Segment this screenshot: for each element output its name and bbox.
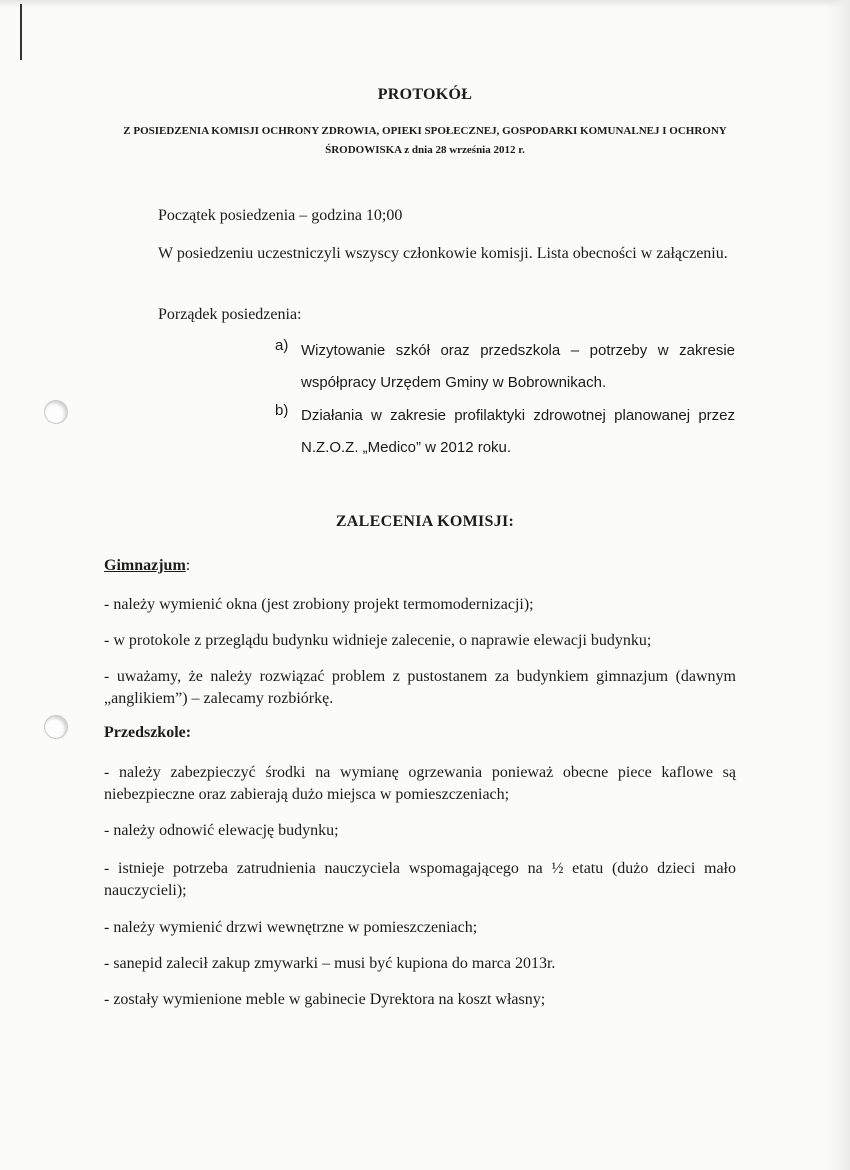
- document-subtitle: Z POSIEDZENIA KOMISJI OCHRONY ZDROWIA, OPIEKI SPOŁECZNEJ, GOSPODARKI KOMUNALNEJ I OCHRONY ŚRODOWISKA z dnia 28 września 2012 r.: [123, 125, 727, 156]
- list-item: - w protokole z przeglądu budynku widnieje zalecenie, o naprawie elewacji budynku;: [104, 632, 652, 649]
- list-item: - uważamy, że należy rozwiązać problem z pustostanem za budynkiem gimnazjum (dawnym „anglikiem”) – zalecamy rozbiórkę.: [104, 668, 736, 707]
- agenda-item: Działania w zakresie profilaktyki zdrowotnej planowanej przez N.Z.O.Z. „Medico” w 2012 roku.: [301, 407, 735, 456]
- gimnazjum-heading-colon: :: [185, 557, 191, 574]
- list-item: - sanepid zalecił zakup zmywarki – musi być kupiona do marca 2013r.: [104, 955, 556, 972]
- list-item: - należy wymienić okna (jest zrobiony projekt termomodernizacji);: [104, 596, 534, 613]
- agenda-item-marker: b): [275, 402, 289, 419]
- paper-crease-mark: [20, 4, 22, 60]
- punch-hole-icon: [44, 400, 68, 424]
- agenda-label: Porządek posiedzenia:: [158, 306, 302, 323]
- list-item: - należy wymienić drzwi wewnętrzne w pomieszczeniach;: [104, 919, 478, 936]
- list-item: - należy odnowić elewację budynku;: [104, 822, 339, 839]
- page-edge-shadow-right: [826, 0, 850, 1170]
- punch-hole-icon: [44, 715, 68, 739]
- section-heading-gimnazjum: [104, 557, 190, 575]
- list-item: - istnieje potrzeba zatrudnienia nauczyciela wspomagającego na ½ etatu (dużo dzieci mało nauczycieli);: [104, 860, 736, 899]
- agenda-item: Wizytowanie szkół oraz przedszkola – potrzeby w zakresie współpracy Urzędem Gminy w Bobrownikach.: [301, 342, 735, 391]
- attendance-paragraph: W posiedzeniu uczestniczyli wszyscy członkowie komisji. Lista obecności w załączeniu.: [158, 245, 728, 262]
- document-title: PROTOKÓŁ: [377, 86, 473, 103]
- gimnazjum-heading-text: Gimnazjum: [104, 557, 186, 574]
- section-heading-przedszkole: Przedszkole:: [104, 724, 192, 741]
- page-edge-shadow: [0, 0, 850, 8]
- list-item: - zostały wymienione meble w gabinecie Dyrektora na koszt własny;: [104, 991, 546, 1008]
- meeting-start-line: Początek posiedzenia – godzina 10;00: [158, 207, 403, 224]
- agenda-item-marker: a): [275, 337, 289, 354]
- list-item: - należy zabezpieczyć środki na wymianę ogrzewania ponieważ obecne piece kaflowe są niebezpieczne oraz zabierają dużo miejsca w pomieszczeniach;: [104, 764, 736, 803]
- recommendations-heading: ZALECENIA KOMISJI:: [335, 513, 515, 530]
